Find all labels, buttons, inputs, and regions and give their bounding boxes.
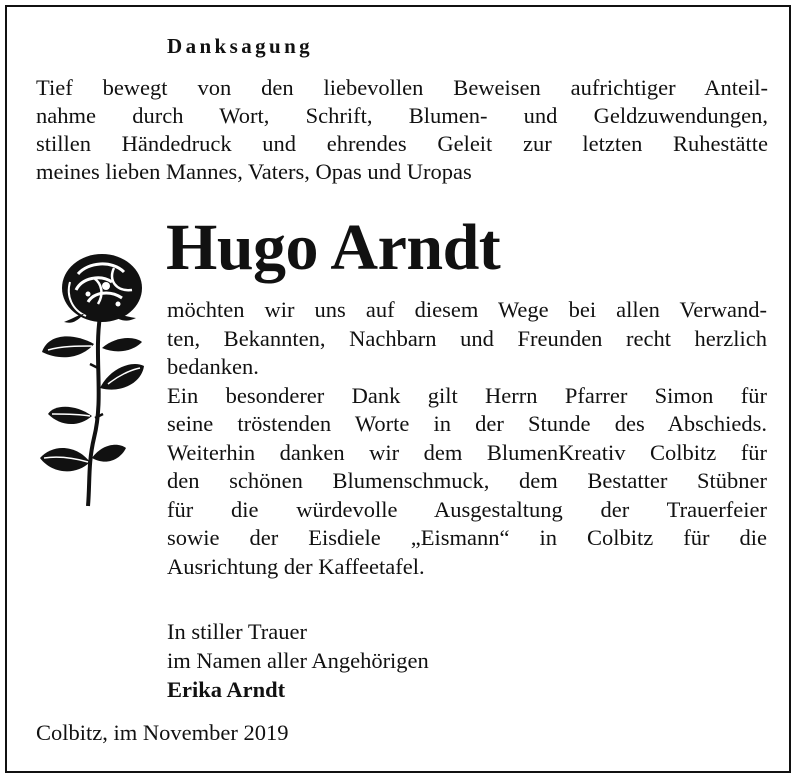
intro-line: nahme durch Wort, Schrift, Blumen- und Geldzuwendungen, xyxy=(36,103,768,128)
intro-line: stillen Händedruck und ehrendes Geleit zur letzten Ruhestätte xyxy=(36,131,768,156)
intro-line: meines lieben Mannes, Vaters, Opas und Uropas xyxy=(36,159,472,184)
body-line: möchten wir uns auf diesem Wege bei allen Verwand- xyxy=(167,297,767,322)
signer-name: Erika Arndt xyxy=(167,677,286,702)
body-line: Ausrichtung der Kaffeetafel. xyxy=(167,553,425,579)
notice-heading: Danksagung xyxy=(167,34,314,58)
body-line: sowie der Eisdiele „Eismann“ in Colbitz für die xyxy=(167,525,767,550)
intro-paragraph xyxy=(36,74,768,186)
body-line: bedanken. xyxy=(167,354,259,379)
body-line: den schönen Blumenschmuck, dem Bestatter Stübner xyxy=(167,468,767,493)
place-date: Colbitz, im November 2019 xyxy=(36,720,289,745)
body-line: Ein besonderer Dank gilt Herrn Pfarrer Simon für xyxy=(167,382,767,408)
rose-icon xyxy=(32,248,154,508)
body-line: für die würdevolle Ausgestaltung der Trauerfeier xyxy=(167,496,767,522)
closing-block xyxy=(167,617,429,704)
body-line: ten, Bekannten, Nachbarn und Freunden recht herzlich xyxy=(167,325,767,351)
intro-line: Tief bewegt von den liebevollen Beweisen aufrichtiger Anteil- xyxy=(36,75,768,100)
body-paragraph xyxy=(167,296,767,581)
deceased-name: Hugo Arndt xyxy=(166,211,501,284)
closing-line: im Namen aller Angehörigen xyxy=(167,648,429,673)
body-line: seine tröstenden Worte in der Stunde des Abschieds. xyxy=(167,411,767,436)
body-line: Weiterhin danken wir dem BlumenKreativ Colbitz für xyxy=(167,439,767,465)
closing-line: In stiller Trauer xyxy=(167,619,307,644)
